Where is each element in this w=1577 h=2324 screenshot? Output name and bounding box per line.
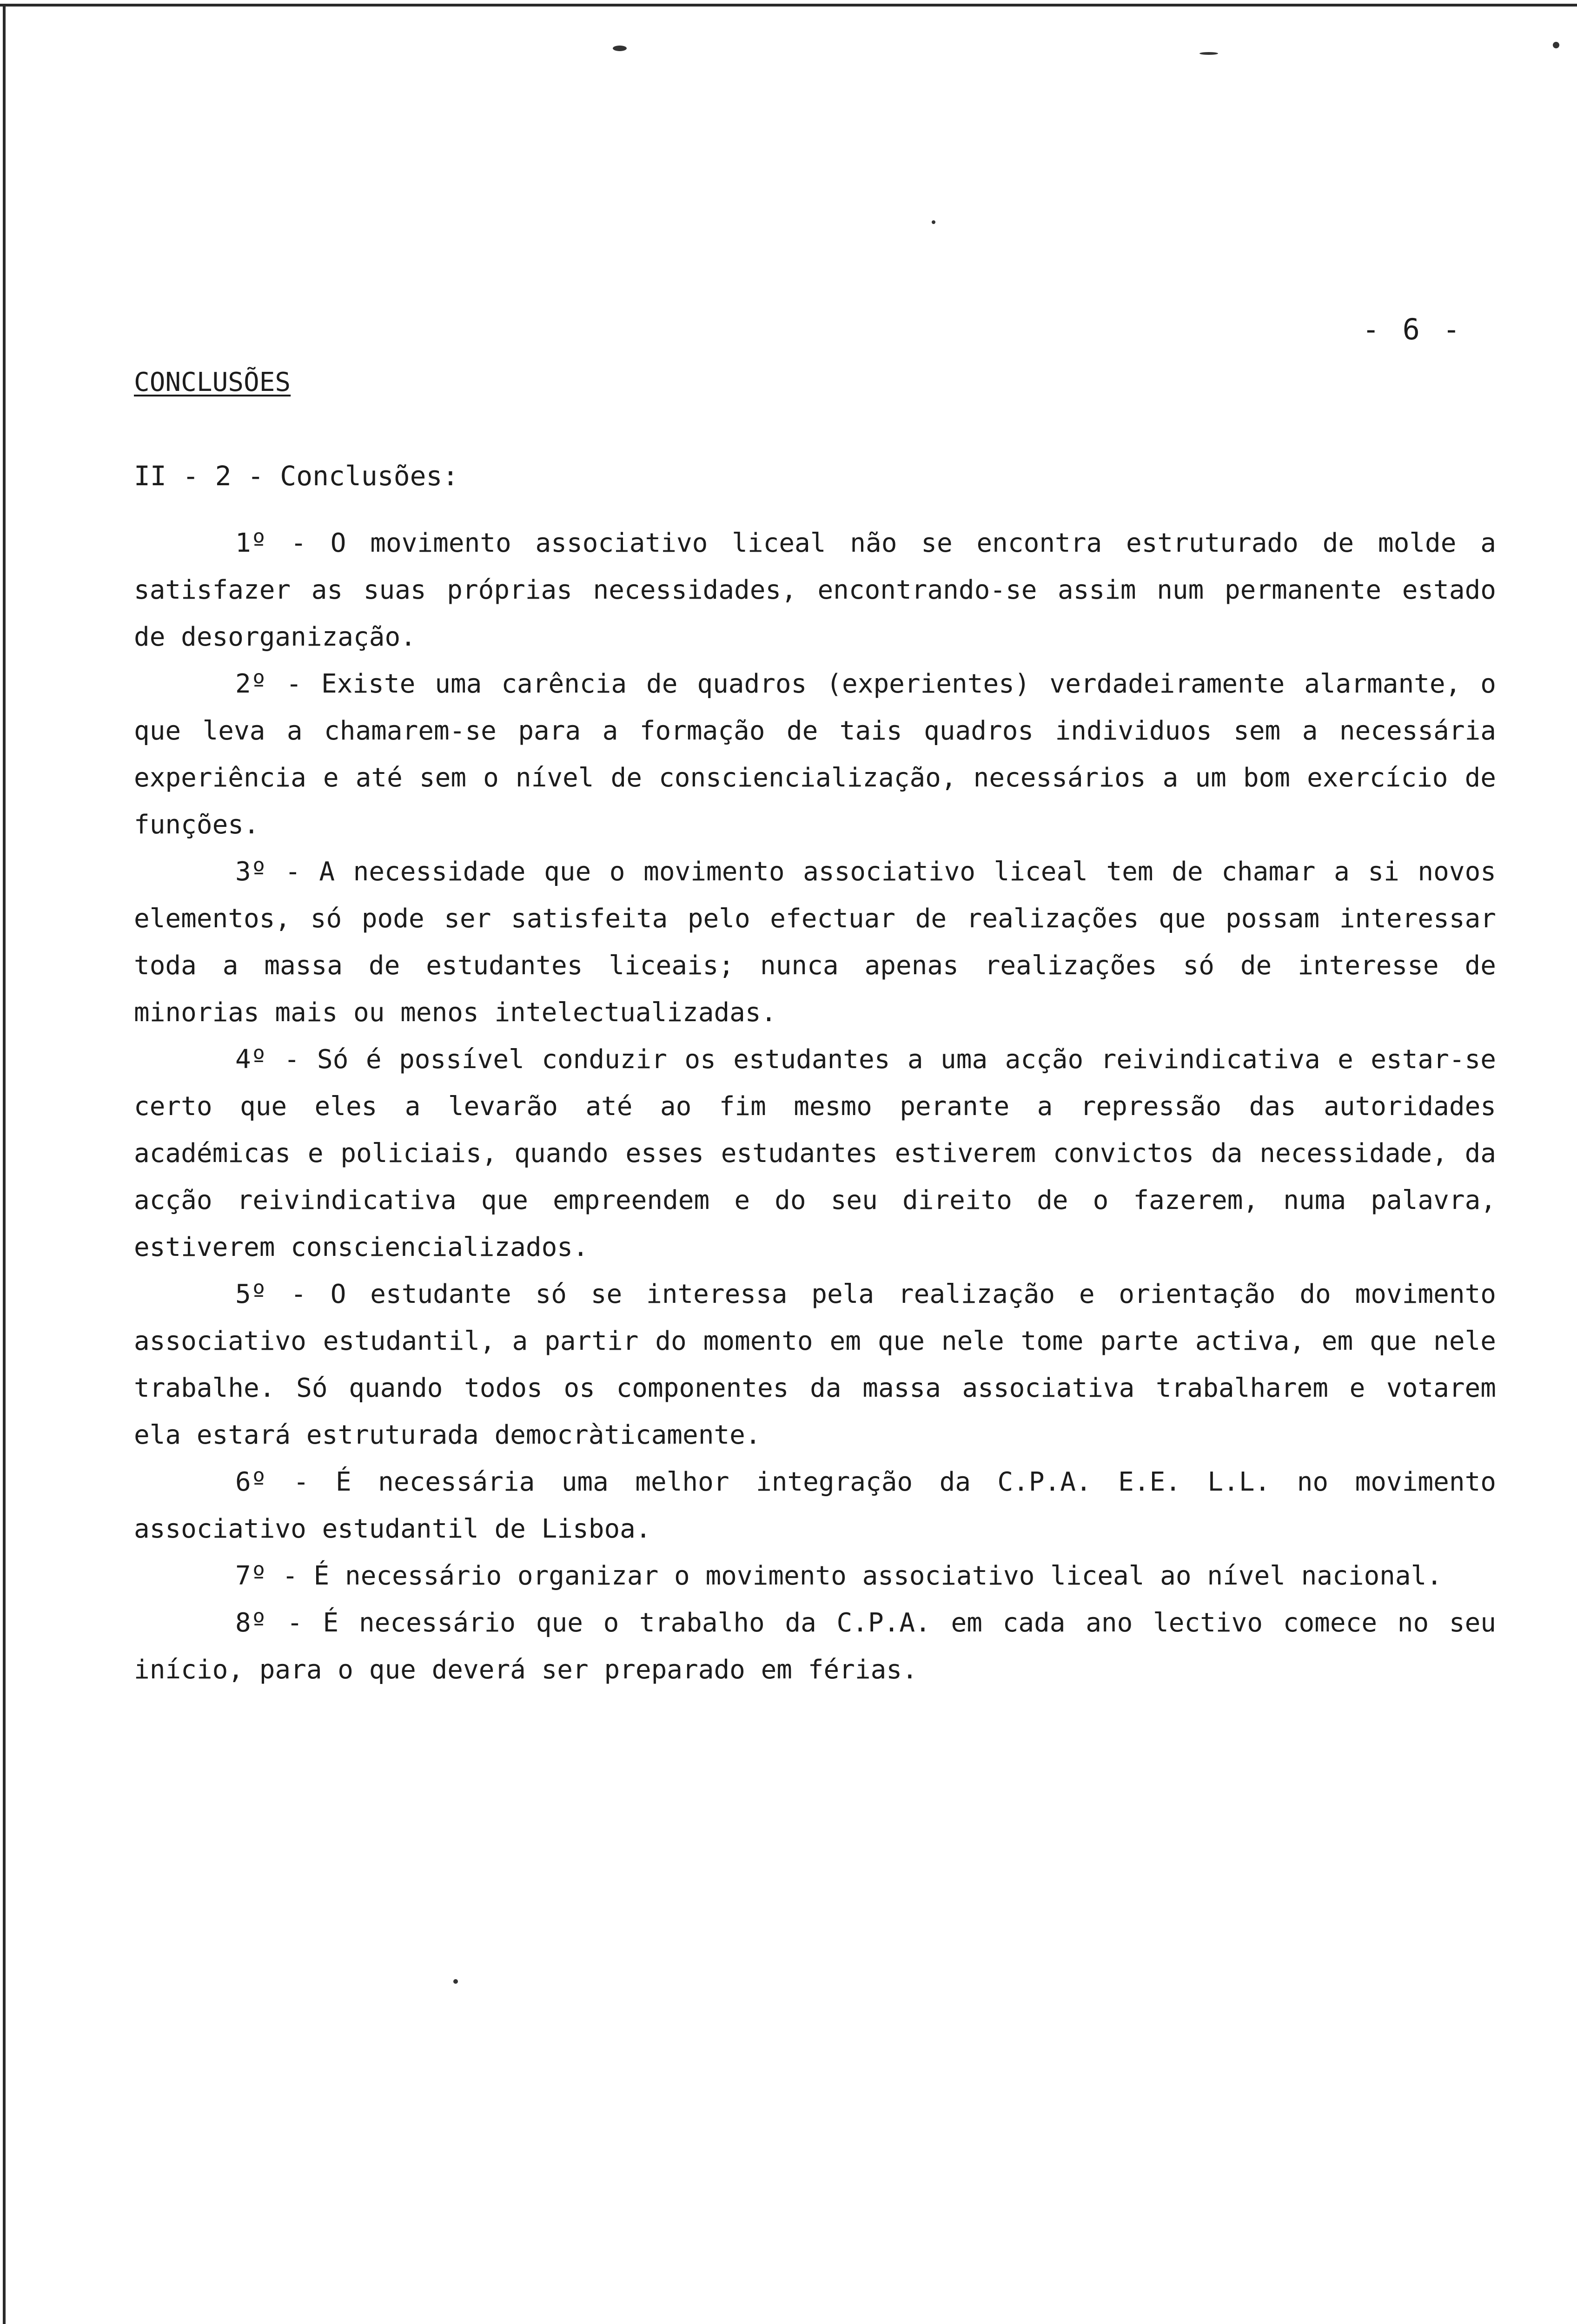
scan-speck bbox=[453, 1979, 458, 1984]
scan-speck bbox=[1199, 52, 1218, 55]
conclusion-5: 5º - O estudante só se interessa pela realização e orientação do movimento associativo estudantil, a partir do momento em que nele tome parte activa, em que nele trabalhe. Só quando todos os componentes da massa associativa trabalharem e votarem ela estará estruturada democràticamente. bbox=[134, 1279, 1496, 1450]
conclusion-2: 2º - Existe uma carência de quadros (experientes) verdadeiramente alarmante, o que leva a chamarem-se para a formação de tais quadros individuos sem a necessária experiência e até sem o nível de consciencialização, necessários a um bom exercício de funções. bbox=[134, 669, 1496, 840]
subheading: II - 2 - Conclusões: bbox=[134, 460, 459, 492]
conclusion-6: 6º - É necessária uma melhor integração da C.P.A. E.E. L.L. no movimento associativo estudantil de Lisboa. bbox=[134, 1467, 1496, 1544]
conclusion-4: 4º - Só é possível conduzir os estudantes a uma acção reivindicativa e estar-se certo que eles a levarão até ao fim mesmo perante a repressão das autoridades académicas e policiais, quando esses estudantes estiverem convictos da necessidade, da acção reivindicativa que empreendem e do seu direito de o fazerem, numa palavra, estiverem consciencializados. bbox=[134, 1044, 1496, 1262]
scan-speck bbox=[613, 46, 627, 51]
scan-speck bbox=[1553, 42, 1559, 48]
conclusion-1: 1º - O movimento associativo liceal não se encontra estruturado de molde a satisfazer as suas próprias necessidades, encontrando-se assim num permanente estado de desorganização. bbox=[134, 528, 1496, 652]
conclusion-7: 7º - É necessário organizar o movimento associativo liceal ao nível nacional. bbox=[235, 1561, 1443, 1591]
section-heading: CONCLUSÕES bbox=[134, 367, 291, 397]
conclusion-8: 8º - É necessário que o trabalho da C.P.A. em cada ano lectivo comece no seu início, para o que deverá ser preparado em férias. bbox=[134, 1608, 1496, 1685]
scan-left-edge bbox=[3, 4, 6, 2324]
scan-speck bbox=[932, 220, 935, 224]
conclusion-3: 3º - A necessidade que o movimento associativo liceal tem de chamar a si novos elementos, só pode ser satisfeita pelo efectuar de realizações que possam interessar toda a massa de estudantes liceais; nunca apenas realizações só de interesse de minorias mais ou menos intelectualizadas. bbox=[134, 857, 1496, 1028]
conclusions-list bbox=[134, 520, 1496, 1693]
scan-top-edge bbox=[0, 4, 1577, 7]
page-number: - 6 - bbox=[1362, 312, 1463, 346]
